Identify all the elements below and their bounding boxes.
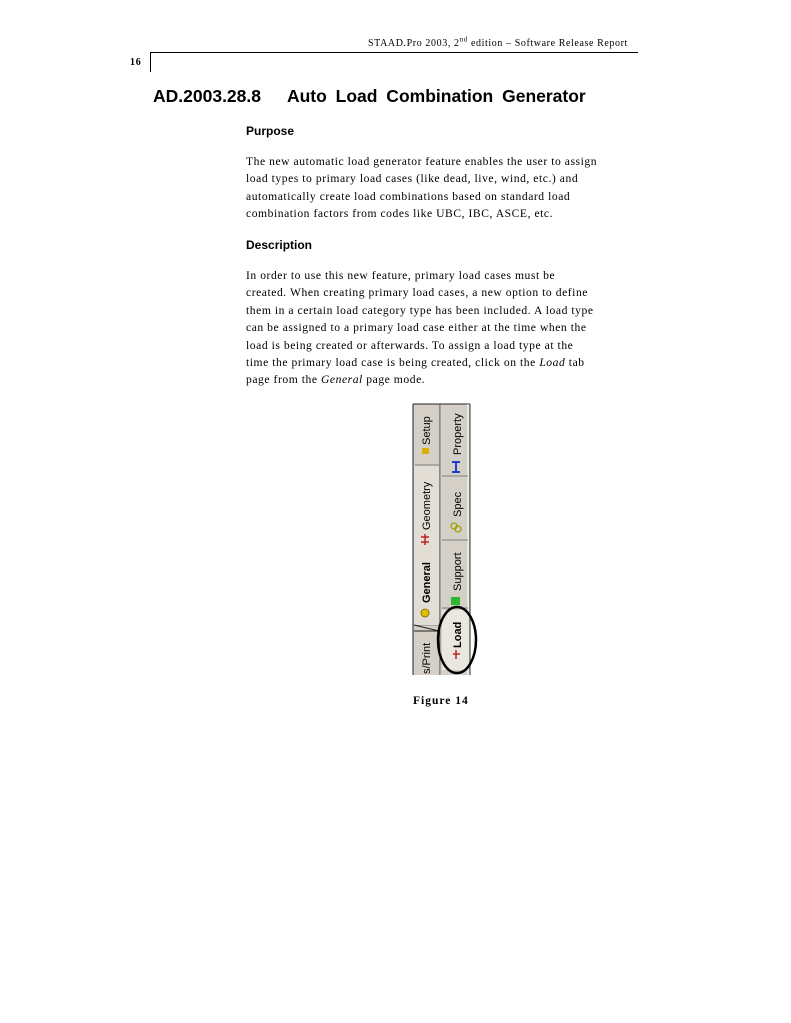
purpose-heading: Purpose (246, 124, 295, 138)
tab-analysis-print-label: s/Print (421, 642, 433, 674)
tab-spec-label: Spec (452, 491, 464, 517)
paragraph-line: automatically create load combinations based on standard load (246, 189, 571, 203)
section-id: AD.2003.28.8 (153, 86, 261, 106)
running-header-post: edition – Software Release Report (467, 38, 628, 49)
description-paragraph (246, 267, 646, 389)
paragraph-line: them in a certain load category type has been included. A load type (246, 303, 594, 317)
text-run: tab (565, 356, 585, 370)
setup-icon (422, 448, 429, 454)
text-run: time the primary load case is being created, click on the (246, 356, 540, 370)
paragraph-line: In order to use this new feature, primary load cases must be (246, 269, 556, 282)
paragraph-line: load types to primary load cases (like dead, live, wind, etc.) and (246, 172, 579, 186)
tab-property-label: Property (452, 413, 464, 455)
tab-geometry-label: Geometry (421, 481, 433, 530)
section-title: Auto Load Combination Generator (286, 86, 586, 106)
paragraph-line: created. When creating primary load cases, a new option to define (246, 286, 588, 300)
general-icon (421, 609, 429, 617)
tabs-screenshot (412, 403, 478, 675)
paragraph-line (246, 371, 646, 388)
paragraph-line: can be assigned to a primary load case either at the time when the (246, 321, 587, 335)
general-emphasis: General (320, 373, 363, 387)
description-heading: Description (246, 238, 313, 252)
running-header-pre: STAAD.Pro 2003, 2 (368, 38, 460, 49)
page-number: 16 (130, 57, 142, 68)
paragraph-line: combination factors from codes like UBC, IBC, ASCE, etc. (246, 207, 554, 221)
text-run: page from the (246, 373, 321, 387)
header-vertical-rule (150, 52, 151, 72)
tab-general-label: General (421, 562, 433, 603)
running-header-sup: nd (459, 35, 468, 44)
tab-load-label: Load (452, 621, 464, 648)
purpose-paragraph (246, 153, 646, 223)
figure-page-control-tabs (412, 403, 478, 675)
paragraph-line (246, 354, 646, 371)
paragraph-line: The new automatic load generator feature enables the user to assign (246, 155, 598, 168)
tab-analysis-print[interactable] (421, 643, 433, 674)
tab-setup-label: Setup (421, 416, 433, 445)
header-rule (150, 52, 638, 53)
support-icon (451, 597, 460, 605)
running-header (368, 35, 638, 49)
text-run: page mode. (362, 373, 426, 387)
tab-support-label: Support (452, 552, 464, 591)
figure-caption: Figure 14 (413, 695, 469, 707)
section-heading (153, 86, 586, 107)
paragraph-line: load is being created or afterwards. To assign a load type at the (246, 338, 574, 352)
load-emphasis: Load (539, 356, 566, 370)
